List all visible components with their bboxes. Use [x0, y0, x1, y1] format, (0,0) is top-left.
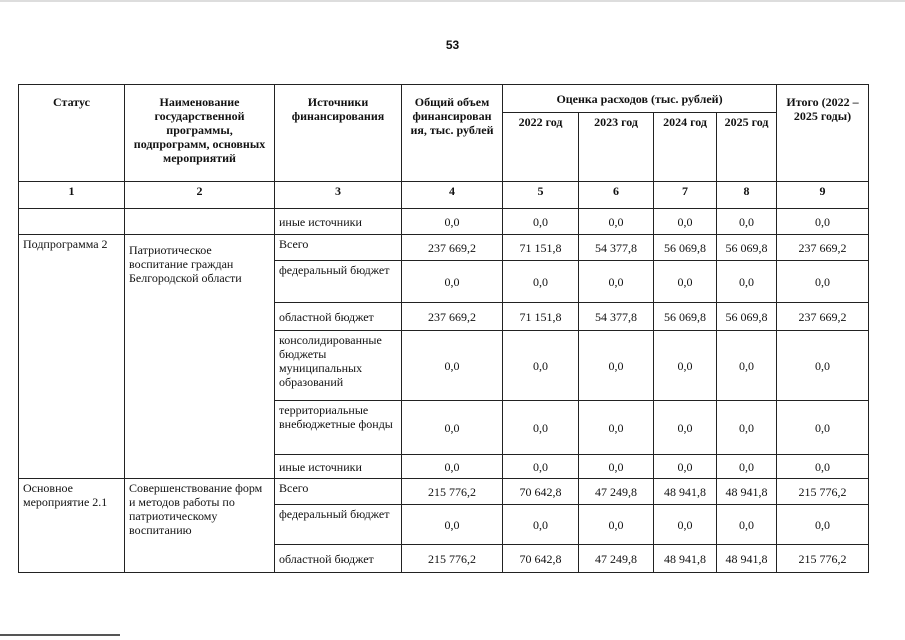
value-cell: 237 669,2 [777, 235, 869, 261]
header-total-volume: Общий объем финансирован ия, тыс. рублей [402, 85, 503, 182]
source-cell: иные источники [275, 455, 402, 479]
value-cell: 237 669,2 [402, 235, 503, 261]
value-cell: 0,0 [654, 209, 717, 235]
value-cell: 0,0 [717, 401, 777, 455]
value-cell: 0,0 [654, 505, 717, 545]
table-row [19, 235, 869, 261]
source-cell: федеральный бюджет [275, 505, 402, 545]
name-cell: Патриотическое воспитание граждан Белгородской области [125, 235, 275, 479]
value-cell: 48 941,8 [654, 545, 717, 573]
value-cell: 237 669,2 [402, 303, 503, 331]
value-cell: 0,0 [654, 401, 717, 455]
value-cell: 56 069,8 [654, 303, 717, 331]
status-cell [19, 209, 125, 235]
status-cell: Основное мероприятие 2.1 [19, 479, 125, 573]
column-number: 7 [654, 182, 717, 209]
value-cell: 215 776,2 [777, 545, 869, 573]
source-cell: иные источники [275, 209, 402, 235]
column-number-row [19, 182, 869, 209]
source-cell: федеральный бюджет [275, 261, 402, 303]
source-cell: областной бюджет [275, 545, 402, 573]
value-cell: 0,0 [717, 505, 777, 545]
column-number: 2 [125, 182, 275, 209]
column-number: 4 [402, 182, 503, 209]
value-cell: 0,0 [579, 331, 654, 401]
value-cell: 0,0 [503, 505, 579, 545]
value-cell: 0,0 [402, 261, 503, 303]
source-cell: территориальные внебюджетные фонды [275, 401, 402, 455]
value-cell: 71 151,8 [503, 303, 579, 331]
value-cell: 0,0 [579, 209, 654, 235]
value-cell: 215 776,2 [402, 545, 503, 573]
value-cell: 0,0 [579, 401, 654, 455]
header-status: Статус [19, 85, 125, 182]
value-cell: 0,0 [402, 455, 503, 479]
value-cell: 0,0 [654, 331, 717, 401]
header-sources: Источники финансирования [275, 85, 402, 182]
value-cell: 47 249,8 [579, 479, 654, 505]
value-cell: 48 941,8 [717, 479, 777, 505]
value-cell: 0,0 [777, 209, 869, 235]
source-cell: областной бюджет [275, 303, 402, 331]
header-itogo: Итого (2022 – 2025 годы) [777, 85, 869, 182]
source-cell: консолидированные бюджеты муниципальных образований [275, 331, 402, 401]
name-cell [125, 209, 275, 235]
value-cell: 0,0 [402, 209, 503, 235]
value-cell: 48 941,8 [717, 545, 777, 573]
value-cell: 56 069,8 [654, 235, 717, 261]
budget-table [18, 84, 869, 573]
value-cell: 0,0 [579, 261, 654, 303]
value-cell: 56 069,8 [717, 303, 777, 331]
column-number: 3 [275, 182, 402, 209]
column-number: 6 [579, 182, 654, 209]
value-cell: 237 669,2 [777, 303, 869, 331]
value-cell: 0,0 [654, 261, 717, 303]
value-cell: 70 642,8 [503, 479, 579, 505]
value-cell: 0,0 [717, 209, 777, 235]
header-name: Наименование государственной программы, подпрограмм, основных мероприятий [125, 85, 275, 182]
value-cell: 48 941,8 [654, 479, 717, 505]
value-cell: 215 776,2 [402, 479, 503, 505]
header-year-2022: 2022 год [503, 113, 579, 182]
column-number: 5 [503, 182, 579, 209]
value-cell: 0,0 [654, 455, 717, 479]
value-cell: 0,0 [777, 455, 869, 479]
column-number: 8 [717, 182, 777, 209]
value-cell: 0,0 [503, 331, 579, 401]
value-cell: 0,0 [717, 261, 777, 303]
value-cell: 0,0 [402, 331, 503, 401]
name-cell: Совершенствование форм и методов работы по патриотическому воспитанию [125, 479, 275, 573]
header-year-2023: 2023 год [579, 113, 654, 182]
header-estimate: Оценка расходов (тыс. рублей) [503, 85, 777, 113]
column-number: 9 [777, 182, 869, 209]
value-cell: 56 069,8 [717, 235, 777, 261]
table-row [19, 479, 869, 505]
value-cell: 215 776,2 [777, 479, 869, 505]
table-row [19, 209, 869, 235]
value-cell: 0,0 [777, 401, 869, 455]
value-cell: 54 377,8 [579, 303, 654, 331]
page-number: 53 [445, 38, 460, 52]
header-year-2024: 2024 год [654, 113, 717, 182]
value-cell: 0,0 [503, 261, 579, 303]
value-cell: 0,0 [503, 455, 579, 479]
value-cell: 71 151,8 [503, 235, 579, 261]
value-cell: 0,0 [503, 401, 579, 455]
scan-artifact-line [0, 634, 120, 636]
header-row-1 [19, 85, 869, 113]
status-cell: Подпрограмма 2 [19, 235, 125, 479]
value-cell: 0,0 [503, 209, 579, 235]
value-cell: 0,0 [777, 261, 869, 303]
value-cell: 0,0 [402, 505, 503, 545]
value-cell: 70 642,8 [503, 545, 579, 573]
header-year-2025: 2025 год [717, 113, 777, 182]
value-cell: 0,0 [717, 455, 777, 479]
source-cell: Всего [275, 479, 402, 505]
scan-top-edge [0, 0, 905, 2]
value-cell: 0,0 [777, 331, 869, 401]
value-cell: 0,0 [579, 455, 654, 479]
value-cell: 54 377,8 [579, 235, 654, 261]
value-cell: 47 249,8 [579, 545, 654, 573]
value-cell: 0,0 [402, 401, 503, 455]
column-number: 1 [19, 182, 125, 209]
value-cell: 0,0 [717, 331, 777, 401]
source-cell: Всего [275, 235, 402, 261]
value-cell: 0,0 [777, 505, 869, 545]
value-cell: 0,0 [579, 505, 654, 545]
